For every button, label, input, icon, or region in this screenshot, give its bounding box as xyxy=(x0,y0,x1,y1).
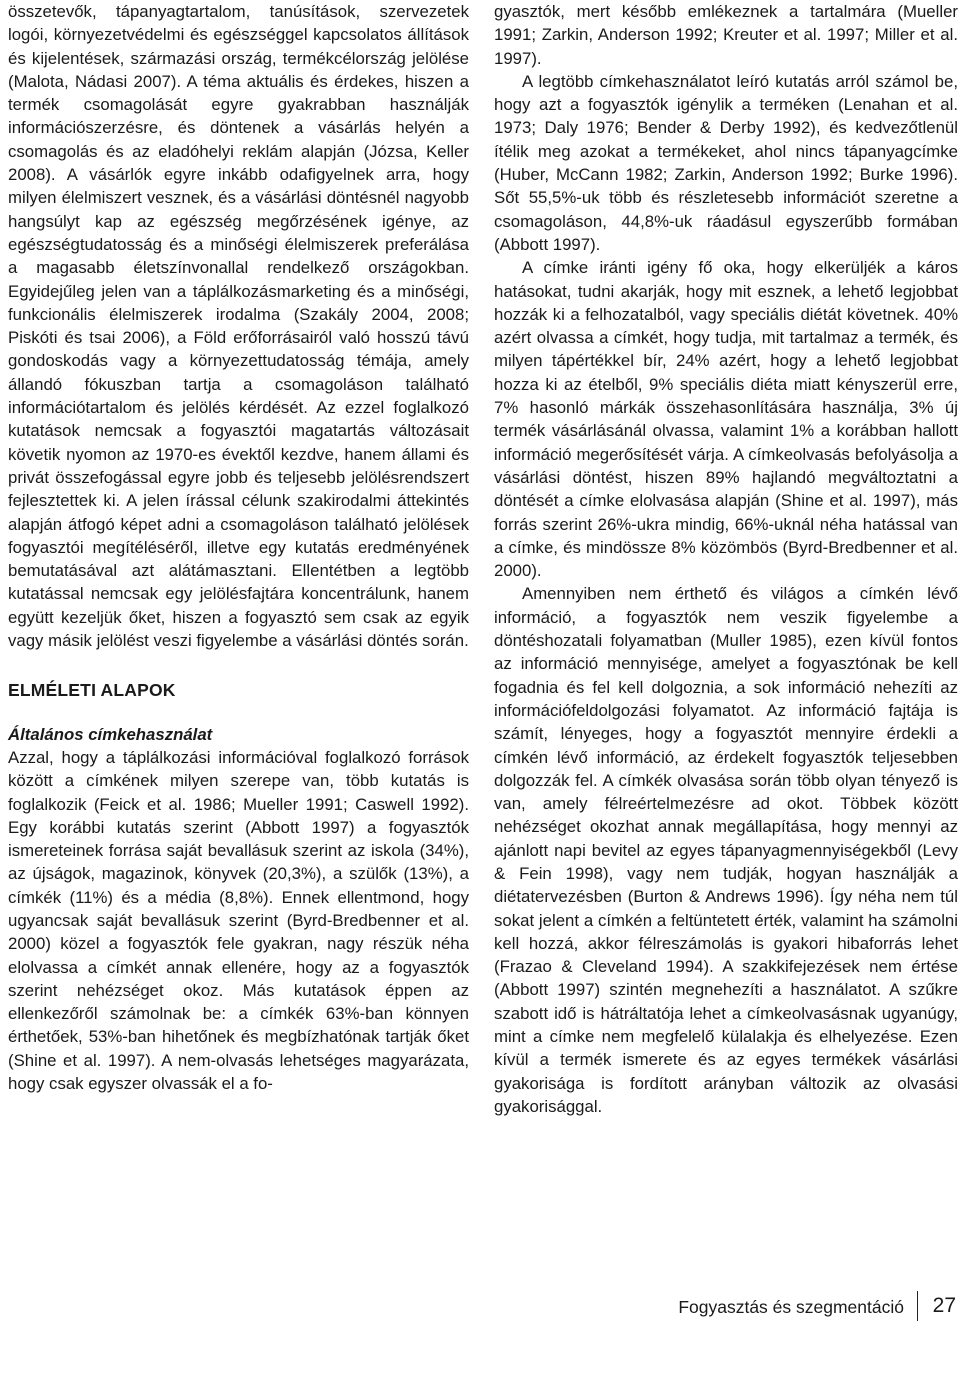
body-paragraph: A legtöbb címkehasználatot leíró kutatás arról számol be, hogy azt a fogyasztók igénylik a terméken (Lenahan et al. 1973; Daly 1976; Bender & Derby 1992), és kedvezőtlenül ítélik meg azokat a termékeket, ahol nincs tápanyagcímke (Huber, McCann 1982; Zarkin, Anderson 1992; Burke 1996). Sőt 55,5%-uk több és részletesebb információt szeretne a csomagoláson, 44,8%-uk ráadásul egyszerűbb formában (Abbott 1997). xyxy=(494,71,958,254)
page-number: 27 xyxy=(932,1294,956,1317)
page-footer xyxy=(600,1294,958,1320)
body-paragraph: Azzal, hogy a táplálkozási információval foglalkozó források között a címkének milyen szerepe van, több kutatás is foglalkozik (Feick et al. 1986; Mueller 1991; Caswell 1992). Egy korábbi kutatás szerint (Abbott 1997) a fogyasztók ismereteinek forrása saját bevallásuk szerint az iskola (34%), az újságok, magazinok, könyvek (20,3%), a szülők (13%), a címkék (11%) és a média (8,8%). Ennek ellentmond, hogy ugyancsak saját bevallásuk szerint (Byrd-Bredbenner et al. 2000) közel a fogyasztók fele gyakran, nagy részük néha elolvassa a címkét annak ellenére, hogy az a fogyasztók szerint nehézséget okoz. Más kutatások éppen az ellenkezőről számolnak be: a címkék 63%-ban könnyen érthetőek, 53%-ban hihetőnek és megbízhatónak tartják őket (Shine et al. 1997). A nem-olvasás lehetséges magyarázata, hogy csak egyszer olvassák el a fo- xyxy=(8,747,469,1094)
body-paragraph: Amennyiben nem érthető és világos a címkén lévő információ, a fogyasztók nem veszik figyelembe a döntéshozatali folyamatban (Muller 1985), ezen kívül fontos az információ mennyisége, amelyet a fogyasztónak be kell fogadnia és fel kell dolgoznia, a sok információ nehezíti az információfeldolgozási folyamatot. Az információ fajtája is számít, lényeges, hogy a fogyasztót mennyire érdekli a címkén lévő információ, az érdekelt fogyasztók teljesebben dolgozzák fel. A címkék olvasása során több olyan tényező is van, amely félreértelmezésre ad okot. Többek között nehézséget okozhat annak megállapítása, hogy mennyi az ajánlott napi bevitel az egyes tápanyagmennyiségekből (Levy & Fein 1998), vagy nem tudják, hogyan használják a diétatervezésben (Burton & Andrews 1996). Így néha nem túl sokat jelent a címkén a feltüntetett érték, valamint ha számolni kell hozzá, akkor félreszámolás is gyakori hibaforrás lehet (Frazao & Cleveland 1994). A szakkifejezések nem értése (Abbott 1997) szintén megnehezíti a használatot. A szűkre szabott idő is hátráltatója lehet a címkeolvasásnak ugyanúgy, mint a címke nem megfelelő külalakja és elhelyezése. Ezen kívül a termék ismerete és az egyes termékek vásárlási gyakorisága is fordított arányban változik az olvasási gyakorisággal. xyxy=(494,584,958,1116)
right-column xyxy=(494,0,958,1118)
body-paragraph: összetevők, tápanyagtartalom, tanúsítások, szervezetek logói, környezetvédelmi és egészséggel kapcsolatos állítások és kijelentések, származási ország, termékcélország jelölése (Malota, Nádasi 2007). A téma aktuális és érdekes, hiszen a termék csomagolását egyre gyakrabban használják információszerzésre, és döntenek a vásárlás helyén a csomagolás és az eladóhelyi reklám alapján (Józsa, Keller 2008). A vásárlók egyre inkább odafigyelnek arra, hogy milyen élelmiszert vesznek, és a vásárlási döntésnél nagyobb hangsúlyt kap az egészség megőrzésének igénye, az egészségtudatosság és a minőségi élelmiszerek preferálása a magasabb életszínvonallal rendelkező országokban. Egyidejűleg jelen van a táplálkozásmarketing és a minőségi, funkcionális élelmiszerek irodalma (Szakály 2004, 2008; Piskóti és tsai 2006), a Föld erőforrásairól való hosszú távú gondoskodás vagy a környezettudatosság témája, amely állandó fókuszban tartja a csomagoláson található információtartalom és jelölés kérdését. Az ezzel foglalkozó kutatások nemcsak a fogyasztói magatartás változásait követik nyomon az 1970-es évektől kezdve, hanem állami és privát összefogással egyre jobb és teljesebb jelölésrendszert fejlesztettek ki. A jelen írással célunk szakirodalmi áttekintés alapján átfogó képet adni a csomagoláson található jelölések fogyasztói megítéléséről, illetve egy kutatás eredményének bemutatásával azt alátámasztani. Ellentétben a legtöbb kutatással nemcsak egy jelölésfajtára koncentrálunk, hanem együtt kezeljük őket, hiszen a fogyasztó sem csak az egyik vagy másik jelölést veszi figyelembe a vásárlási döntés során. xyxy=(8,2,469,651)
subsection-heading: Általános címkehasználat xyxy=(8,724,213,744)
section-heading: ELMÉLETI ALAPOK xyxy=(8,680,176,701)
body-paragraph: gyasztók, mert később emlékeznek a tartalmára (Mueller 1991; Zarkin, Anderson 1992; Kreuter et al. 1997; Miller et al. 1997). xyxy=(494,2,958,68)
footer-divider xyxy=(917,1291,918,1321)
body-paragraph: A címke iránti igény fő oka, hogy elkerüljék a káros hatásokat, tudni akarják, hogy mit esznek, a lehető legjobbat hozzák ki a felhozatalból, vagy speciális diétát követnek. 40% azért olvassa a címkét, hogy tudja, mit tartalmaz a termék, és milyen tápértékkel bír, 24% azért, hogy a lehető legjobbat hozza ki az ételből, 9% speciális diéta miatt kényszerül erre, 7% hasonló márkák összehasonlítására használja, 3% új termék vásárlásánál olvassa, valamint 1% a korábban hallott információ megerősítését várja. A címkeolvasás befolyásolja a vásárlási döntést, hiszen 89% hajlandó megváltoztatni a döntését a címke elolvasása alapján (Shine et al. 1997), más forrás szerint 26%-ukra mindig, 66%-uknál néha hatással van a címke, és mindössze 8% közömbös (Byrd-Bredbenner et al. 2000). xyxy=(494,258,958,581)
left-column xyxy=(8,0,469,1095)
running-footer-title: Fogyasztás és szegmentáció xyxy=(678,1297,904,1317)
